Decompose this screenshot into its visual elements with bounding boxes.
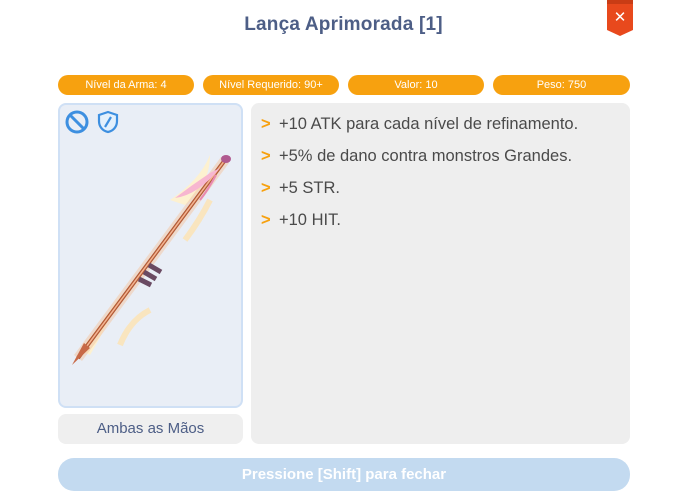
description-text: +10 ATK para cada nível de refinamento. [279,115,579,133]
stats-bar [58,75,630,95]
bullet-arrow-icon: > [261,147,271,165]
description-text: +5% de dano contra monstros Grandes. [279,147,573,165]
item-title: Lança Aprimorada [1] [244,14,443,35]
description-text: +10 HIT. [279,211,341,229]
value-badge: Valor: 10 [348,75,484,95]
required-level-badge: Nível Requerido: 90+ [203,75,339,95]
description-text: +5 STR. [279,179,340,197]
close-icon [607,0,633,36]
description-list [251,103,630,243]
close-button[interactable] [607,0,633,36]
weight-badge: Peso: 750 [493,75,630,95]
bullet-arrow-icon: > [261,211,271,229]
close-hint-button[interactable]: Pressione [Shift] para fechar [58,458,630,491]
description-item [261,179,630,211]
description-panel [251,103,630,444]
description-item [261,115,630,147]
item-image-panel [58,103,243,408]
bullet-arrow-icon: > [261,115,271,133]
spear-icon [60,105,241,406]
description-item [261,147,630,179]
bullet-arrow-icon: > [261,179,271,197]
close-glyph: ✕ [613,8,627,26]
description-item [261,211,630,243]
weapon-level-badge: Nível da Arma: 4 [58,75,194,95]
hands-label: Ambas as Mãos [58,414,243,444]
